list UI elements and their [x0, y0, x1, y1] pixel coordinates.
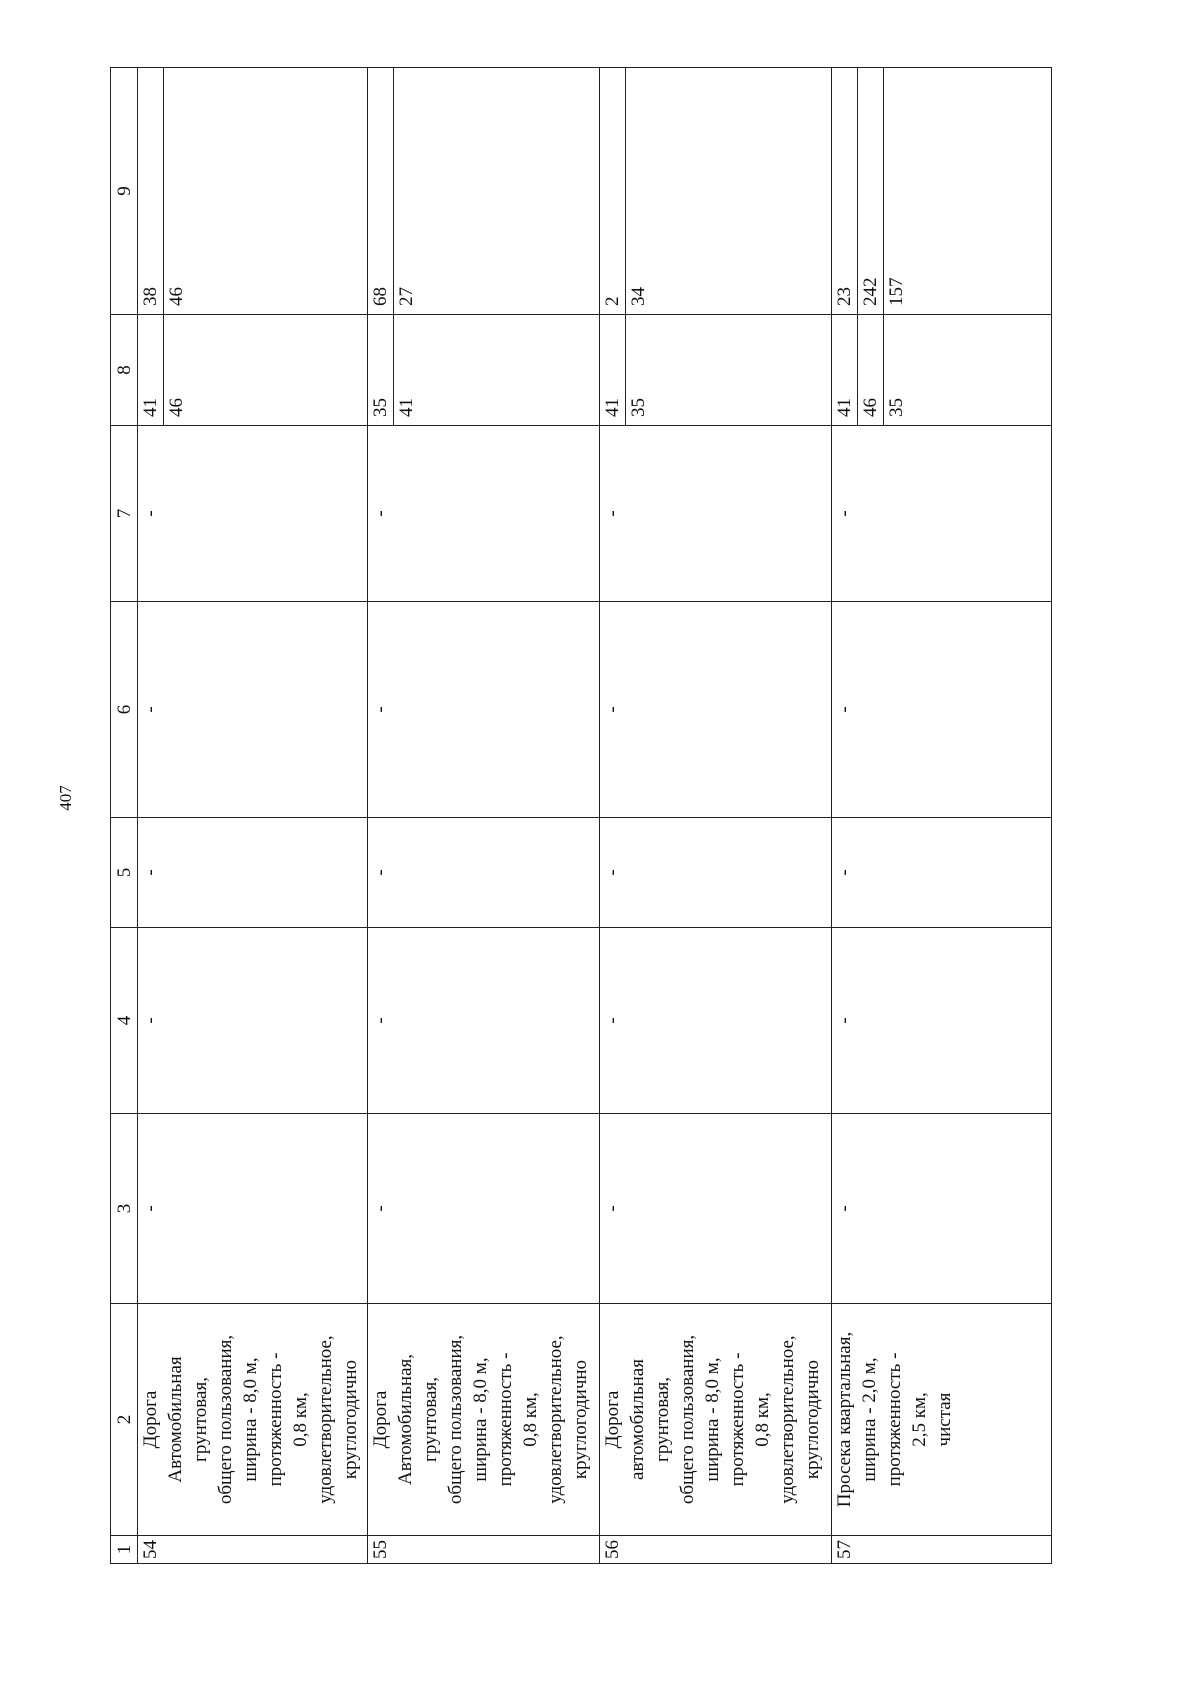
description-line: протяженность -: [727, 1352, 748, 1487]
row-number: 57: [832, 1536, 1052, 1564]
description-line: протяженность -: [265, 1352, 286, 1487]
row-number: 55: [368, 1536, 600, 1564]
cell-col6: -: [368, 602, 600, 818]
description-line: Автомобильная,: [395, 1354, 416, 1486]
sub-value: 157: [886, 277, 907, 306]
description-line: Дорога: [370, 1390, 391, 1449]
cell-col9: [832, 68, 1052, 315]
description-line: Дорога: [140, 1390, 161, 1449]
cell-col3: -: [600, 1114, 832, 1304]
description-line: общего пользования,: [677, 1334, 698, 1505]
table-row: [832, 68, 1052, 1564]
sub-value: 46: [166, 287, 187, 306]
description-line: удовлетворительное,: [315, 1335, 336, 1504]
sub-value: 27: [396, 287, 417, 306]
cell-col9: [368, 68, 600, 315]
sub-value: 242: [858, 68, 884, 314]
data-table: [110, 67, 1052, 1564]
sub-value: 34: [628, 287, 649, 306]
cell-col5: -: [832, 818, 1052, 928]
description-line: грунтовая,: [652, 1377, 673, 1462]
description-line: Автомобильная: [165, 1356, 186, 1483]
table-frame: [110, 68, 1052, 1564]
cell-col9: [138, 68, 368, 315]
description-line: удовлетворительное,: [545, 1335, 566, 1504]
description-line: круглогодично: [340, 1359, 361, 1480]
description-line: 2,5 км,: [909, 1392, 930, 1447]
cell-col8: [368, 315, 600, 426]
cell-col4: -: [600, 928, 832, 1114]
description-line: ширина - 8,0 м,: [240, 1357, 261, 1482]
cell-col7: -: [832, 426, 1052, 602]
description-line: ширина - 8,0 м,: [702, 1357, 723, 1482]
header-cell: 1: [111, 1536, 138, 1564]
header-cell: 3: [111, 1114, 138, 1304]
sub-value: 41: [396, 398, 417, 417]
cell-col7: -: [368, 426, 600, 602]
header-cell: 5: [111, 818, 138, 928]
cell-col8: [832, 315, 1052, 426]
row-description: [138, 1304, 368, 1536]
cell-col7: -: [138, 426, 368, 602]
row-description: [368, 1304, 600, 1536]
cell-col3: -: [832, 1114, 1052, 1304]
sub-value: 41: [832, 315, 858, 425]
cell-col3: -: [368, 1114, 600, 1304]
header-row: [111, 68, 138, 1564]
cell-col6: -: [138, 602, 368, 818]
cell-col5: -: [600, 818, 832, 928]
sub-value: 35: [886, 398, 907, 417]
cell-col4: -: [138, 928, 368, 1114]
table-row: [138, 68, 368, 1564]
row-description: [600, 1304, 832, 1536]
table-row: [600, 68, 832, 1564]
header-cell: 4: [111, 928, 138, 1114]
header-cell: 8: [111, 315, 138, 426]
row-description: [832, 1304, 1052, 1536]
sub-value: 41: [138, 315, 164, 425]
sub-value: 35: [368, 315, 394, 425]
cell-col5: -: [138, 818, 368, 928]
description-line: ширина - 2,0 м,: [859, 1357, 880, 1482]
cell-col6: -: [832, 602, 1052, 818]
header-cell: 9: [111, 68, 138, 315]
description-line: общего пользования,: [445, 1334, 466, 1505]
cell-col5: -: [368, 818, 600, 928]
sub-value: 46: [858, 315, 884, 425]
header-cell: 6: [111, 602, 138, 818]
sub-value: 38: [138, 68, 164, 314]
cell-col7: -: [600, 426, 832, 602]
description-line: чистая: [934, 1392, 955, 1447]
cell-col9: [600, 68, 832, 315]
sub-value: 23: [832, 68, 858, 314]
cell-col6: -: [600, 602, 832, 818]
sub-value: 41: [600, 315, 626, 425]
description-line: грунтовая,: [420, 1377, 441, 1462]
description-line: Просека квартальная,: [834, 1331, 855, 1508]
description-line: удовлетворительное,: [777, 1335, 798, 1504]
cell-col4: -: [368, 928, 600, 1114]
table-row: [368, 68, 600, 1564]
header-cell: 7: [111, 426, 138, 602]
description-line: 0,8 км,: [520, 1392, 541, 1447]
row-number: 56: [600, 1536, 832, 1564]
cell-col3: -: [138, 1114, 368, 1304]
description-line: ширина - 8,0 м,: [470, 1357, 491, 1482]
description-line: протяженность -: [884, 1352, 905, 1487]
cell-col8: [138, 315, 368, 426]
header-cell: 2: [111, 1304, 138, 1536]
cell-col8: [600, 315, 832, 426]
description-line: 0,8 км,: [290, 1392, 311, 1447]
description-line: круглогодично: [802, 1359, 823, 1480]
row-number: 54: [138, 1536, 368, 1564]
sub-value: 2: [600, 68, 626, 314]
description-line: протяженность -: [495, 1352, 516, 1487]
rotated-table-container: [110, 68, 1052, 1564]
sub-value: 35: [628, 398, 649, 417]
sub-value: 46: [166, 398, 187, 417]
description-line: автомобильная: [627, 1359, 648, 1480]
description-line: круглогодично: [570, 1359, 591, 1480]
description-line: общего пользования,: [215, 1334, 236, 1505]
description-line: 0,8 км,: [752, 1392, 773, 1447]
cell-col4: -: [832, 928, 1052, 1114]
description-line: Дорога: [602, 1390, 623, 1449]
description-line: грунтовая,: [190, 1377, 211, 1462]
sub-value: 68: [368, 68, 394, 314]
